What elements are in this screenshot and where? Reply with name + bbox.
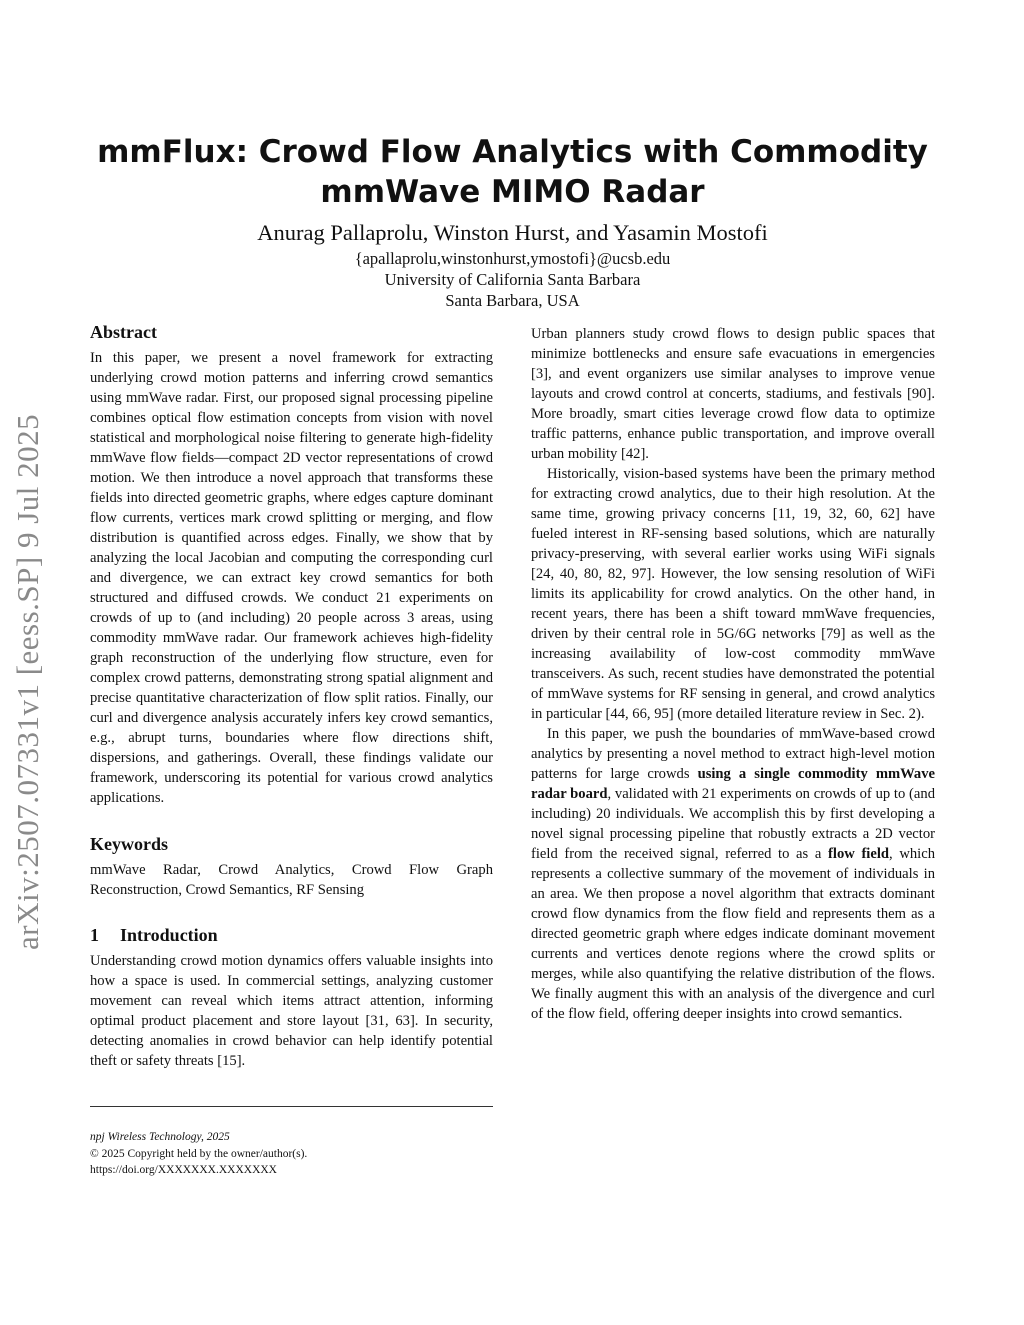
paragraph-4-bold-flow-field: flow field <box>828 846 890 862</box>
footnote-doi-link[interactable]: https://doi.org/XXXXXXX.XXXXXXX <box>90 1164 277 1176</box>
paragraph-4-text-c: , validated with 21 experiments on crowds of up to (and including) 20 individuals. We accomplish this by first developing a novel signal processing pipeline that robustly extracts a 2D vector field from the received signal, referred to as a <box>531 786 935 862</box>
author-email: {apallaprolu,winstonhurst,ymostofi}@ucsb.edu <box>354 249 671 268</box>
footnote-copyright: © 2025 Copyright held by the owner/author(s). <box>90 1147 308 1160</box>
paper-title-line-2: mmWave MIMO Radar <box>320 174 705 210</box>
paragraph-4-text-a: In this paper, we push the boundaries of mmWave-based crowd analytics by presenting a novel method to extract high-level motion patterns for large crowds <box>531 726 935 782</box>
introduction-paragraph-3: Historically, vision-based systems have been the primary method for extracting crowd analytics, due to their high resolution. At the same time, growing privacy concerns [11, 19, 32, 60, 62] have fueled interest in RF-sensing based solutions, which are naturally privacy-preserving, with several earlier works using WiFi signals [24, 40, 80, 82, 97]. However, the low sensing resolution of WiFi limits its applicability for crowd analytics. On the other hand, in recent years, there has been a shift toward mmWave frequencies, driven by their central role in 5G/6G networks [79] as well as the increasing availability of low-cost commodity mmWave transceivers. As such, recent studies have demonstrated the potential of mmWave systems for RF sensing in general, and crowd analytics in particular [44, 66, 95] (more detailed literature review in Sec. 2). <box>531 466 935 722</box>
section-number: 1 <box>90 925 99 945</box>
introduction-heading <box>90 923 493 947</box>
paragraph-4-text-e: , which represents a collective summary of the movement of individuals in an area. We then propose a novel algorithm that extracts dominant crowd flow dynamics from the flow field and represents them as a directed geometric graph where edges indicate dominant movement currents and vertices denote regions where the crowd splits or merges, while also quantifying the relative distribution of the flows. We finally augment this with an analysis of the divergence and curl of the flow field, offering deeper insights into crowd semantics. <box>531 846 935 1022</box>
paper-header <box>90 132 935 311</box>
abstract-heading: Abstract <box>90 322 157 342</box>
paragraph-4-bold-single-radar: using a single commodity mmWave radar board <box>531 766 936 802</box>
author-affiliation: University of California Santa Barbara <box>384 270 641 289</box>
abstract-text: In this paper, we present a novel framework for extracting underlying crowd motion patterns and inferring crowd semantics using mmWave radar. First, our proposed signal processing pipeline combines optical flow estimation concepts from vision with novel statistical and morphological noise filtering to generate high-fidelity mmWave flow fields—compact 2D vector representations of crowd motion. We then introduce a novel approach that transforms these fields into directed geometric graphs, where edges capture dominant flow currents, vertices mark crowd splitting or merging, and flow distribution is quantified across edges. Finally, we show that by analyzing the local Jacobian and computing the corresponding curl and divergence, we can extract key crowd semantics for both structured and diffused crowds. We conduct 21 experiments on crowds of up to (and including) 20 people across 3 areas, using commodity mmWave radar. Our framework achieves high-fidelity graph reconstruction of the underlying flow structure, even for complex crowd patterns, demonstrating strong spatial alignment and precise quantitative characterization of flow split ratios. Finally, our curl and divergence analysis accurately infers key crowd semantics, e.g., abrupt turns, boundaries where flow directions shift, dispersions, and gatherings. Overall, these findings validate our framework, underscoring its potential for various crowd analytics applications. <box>90 350 493 806</box>
introduction-paragraph-4 <box>531 724 935 1024</box>
footnote-block <box>90 1129 493 1179</box>
author-list: Anurag Pallaprolu, Winston Hurst, and Yasamin Mostofi <box>257 220 768 245</box>
introduction-paragraph-1: Understanding crowd motion dynamics offers valuable insights into how a space is used. In commercial settings, analyzing customer movement can reveal which items attract attention, informing optimal product placement and store layout [31, 63]. In security, detecting anomalies in crowd behavior can help identify potential theft or safety threats [15]. <box>90 953 493 1069</box>
introduction-paragraph-2: Urban planners study crowd flows to design public spaces that minimize bottlenecks and ensure safe evacuations in emergencies [3], and event organizers use similar analyses to improve venue layouts and crowd control at concerts, stadiums, and festivals [90]. More broadly, smart cities leverage crowd flow data to optimize traffic patterns, enhance public transportation, and improve overall urban mobility [42]. <box>531 326 935 462</box>
footnote-venue: npj Wireless Technology, 2025 <box>90 1131 230 1143</box>
keywords-heading: Keywords <box>90 834 168 854</box>
section-title: Introduction <box>120 925 218 945</box>
footnote-divider <box>90 1106 493 1107</box>
author-location: Santa Barbara, USA <box>445 291 580 310</box>
keywords-text: mmWave Radar, Crowd Analytics, Crowd Flow Graph Reconstruction, Crowd Semantics, RF Sensing <box>90 862 493 898</box>
arxiv-identifier-stamp[interactable]: arXiv:2507.07331v1 [eess.SP] 9 Jul 2025 <box>10 413 45 950</box>
right-column <box>531 324 935 1024</box>
paper-title-line-1: mmFlux: Crowd Flow Analytics with Commodity <box>97 134 928 170</box>
left-column <box>90 320 493 1071</box>
